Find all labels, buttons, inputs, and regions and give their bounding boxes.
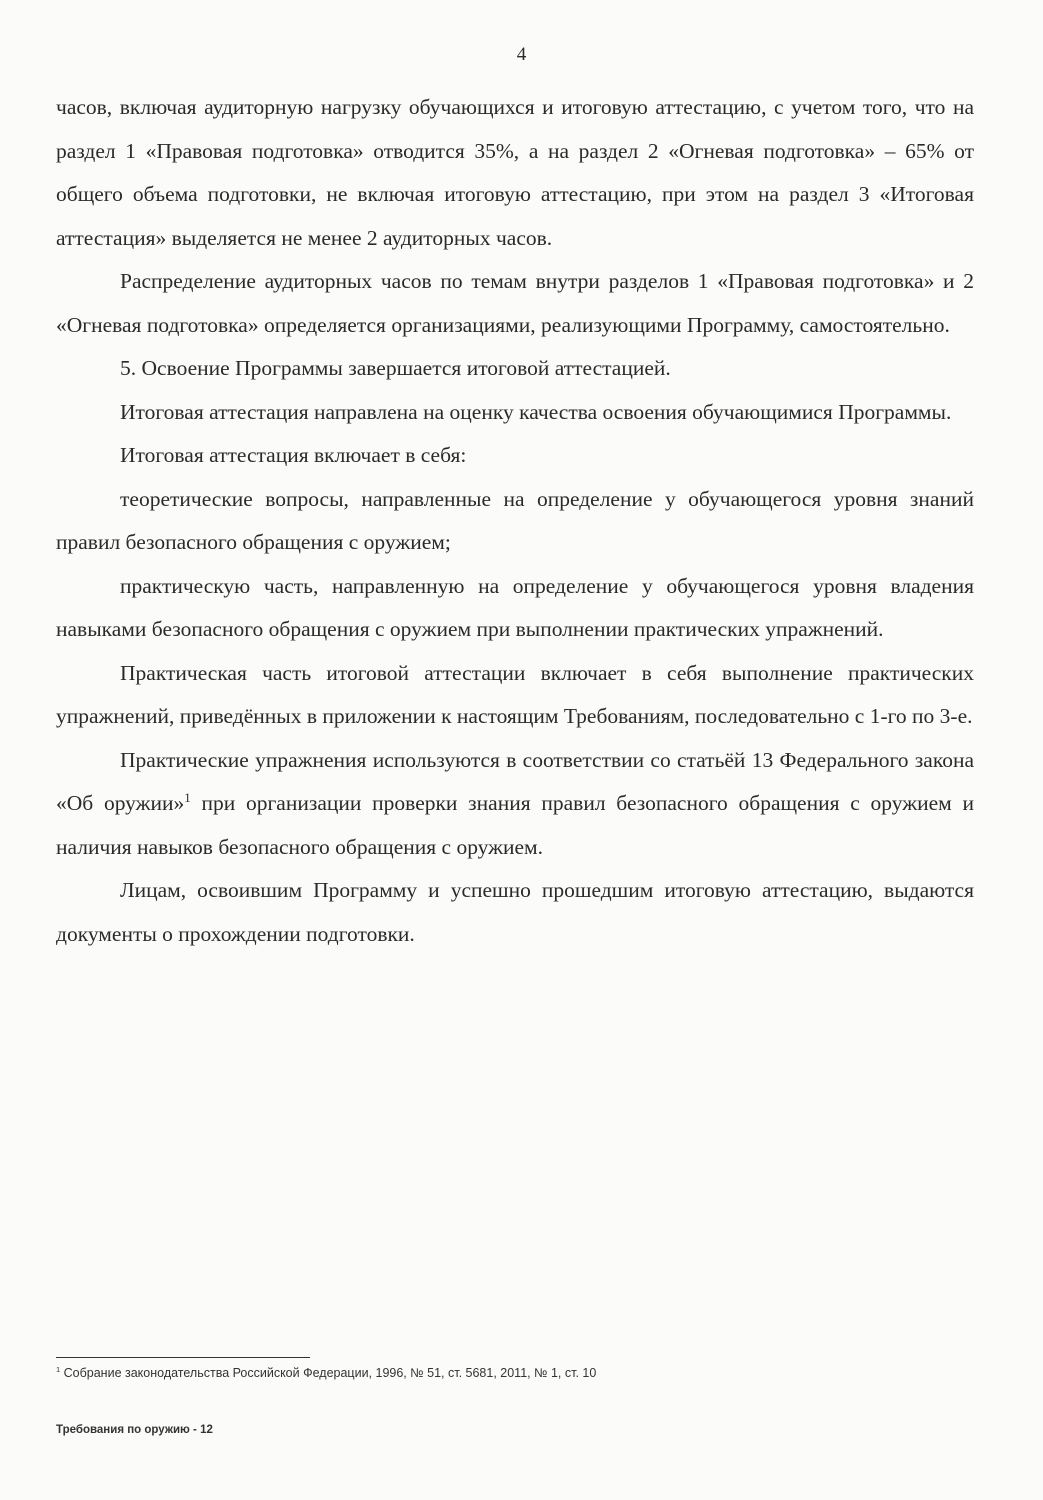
paragraph: 5. Освоение Программы завершается итоговой аттестацией. [120, 356, 671, 380]
footnote-divider [56, 1357, 310, 1358]
footnote-marker: 1 [56, 1364, 61, 1374]
paragraph: Лицам, освоившим Программу и успешно прошедшим итоговую аттестацию, выдаются документы о прохождении подготовки. [56, 878, 974, 946]
paragraph-text: Практические упражнения используются в соответствии со статьёй 13 Федерального закона «Об оружии» [56, 747, 974, 815]
footer-label: Требования по оружию - 12 [56, 1424, 213, 1436]
paragraph: практическую часть, направленную на определение у обучающегося уровня владения навыками безопасного обращения с оружием при выполнении практических упражнений. [56, 573, 974, 641]
body-text [56, 86, 974, 956]
paragraph: Практическая часть итоговой аттестации включает в себя выполнение практических упражнений, приведённых в приложении к настоящим Требованиям, последовательно с 1-го по 3-е. [56, 660, 974, 728]
paragraph: Распределение аудиторных часов по темам внутри разделов 1 «Правовая подготовка» и 2 «Огневая подготовка» определяется организациями, реализующими Программу, самостоятельно. [56, 269, 974, 337]
paragraph-with-footnote [56, 739, 974, 870]
paragraph: Итоговая аттестация включает в себя: [120, 443, 467, 467]
page-number: 4 [516, 44, 527, 65]
paragraph: теоретические вопросы, направленные на определение у обучающегося уровня знаний правил безопасного обращения с оружием; [56, 486, 974, 554]
footnote-text: Собрание законодательства Российской Федерации, 1996, № 51, ст. 5681, 2011, № 1, ст. 10 [60, 1366, 597, 1380]
paragraph: Итоговая аттестация направлена на оценку качества освоения обучающимися Программы. [120, 399, 952, 424]
footnote [56, 1366, 596, 1380]
paragraph: часов, включая аудиторную нагрузку обучающихся и итоговую аттестацию, с учетом того, что на раздел 1 «Правовая подготовка» отводится 35%, а на раздел 2 «Огневая подготовка» – 65% от общего объема подготовки, не включая итоговую аттестацию, при этом на раздел 3 «Итоговая аттестация» выделяется не менее 2 аудиторных часов. [56, 95, 974, 250]
paragraph-text: при организации проверки знания правил безопасного обращения с оружием и наличия навыков безопасного обращения с оружием. [56, 791, 974, 859]
footnote-reference: 1 [184, 790, 191, 805]
